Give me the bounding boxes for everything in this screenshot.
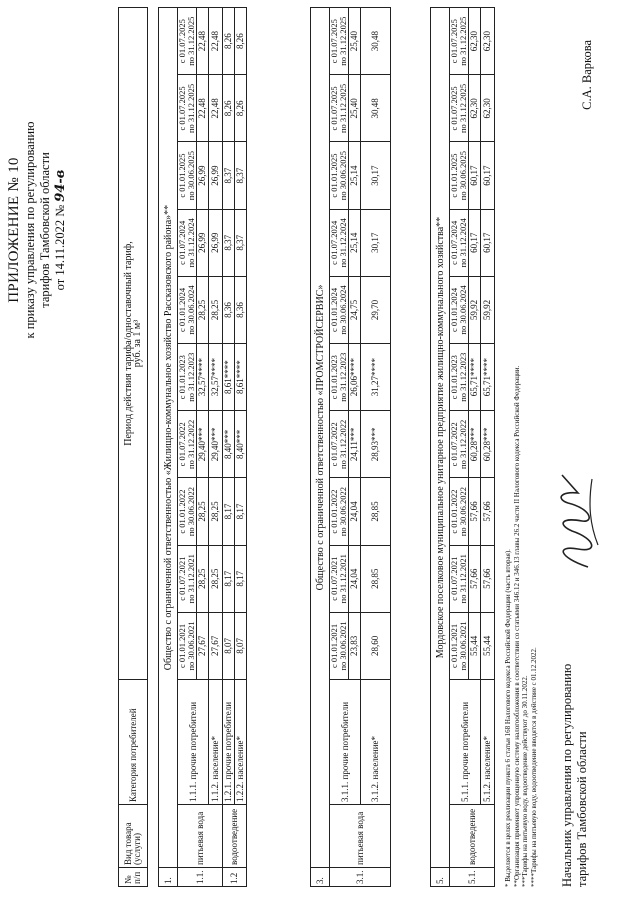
handwritten-number: 94-в bbox=[53, 169, 68, 202]
period-8: с 01.01.2025 по 30.06.2025 bbox=[178, 142, 197, 209]
tariff-value: 28,25 bbox=[209, 478, 223, 545]
tariff-value: 28,85 bbox=[361, 545, 391, 612]
tariff-value: 57,66 bbox=[481, 545, 495, 612]
tariff-value: 8,36 bbox=[223, 276, 235, 343]
tariff-value: 55,44 bbox=[469, 612, 481, 679]
tariff-value: 27,67 bbox=[197, 612, 209, 679]
tariff-value: 28,25 bbox=[209, 545, 223, 612]
tariff-value: 25,14 bbox=[349, 209, 361, 276]
tariff-value: 62,30 bbox=[481, 75, 495, 142]
tariff-value: 8,26 bbox=[223, 8, 235, 75]
tariff-value: 60,28*** bbox=[469, 411, 481, 478]
tariff-value: 8,37 bbox=[235, 209, 247, 276]
row-no: 3.1. bbox=[330, 868, 391, 887]
tariff-value: 8,26 bbox=[235, 8, 247, 75]
tariff-value: 28,25 bbox=[197, 276, 209, 343]
tariff-value: 26,99 bbox=[197, 209, 209, 276]
col-no: № п/п bbox=[119, 868, 148, 887]
period-2: с 01.07.2021 по 31.12.2021 bbox=[450, 545, 469, 612]
footnote-3: ***Тарифы на питьевую воду, водоотведение действуют до 30.11.2022. bbox=[521, 675, 529, 887]
section-no: 3. bbox=[311, 868, 330, 887]
period-9: с 01.07.2025 по 31.12.2025 bbox=[330, 75, 349, 142]
tariff-value: 60,28*** bbox=[481, 411, 495, 478]
section-5-table bbox=[430, 7, 495, 887]
row-category: 5.1.1. прочие потребители bbox=[450, 680, 481, 805]
tariff-value: 24,75 bbox=[349, 276, 361, 343]
period-8: с 01.01.2025 по 30.06.2025 bbox=[450, 142, 469, 209]
tariff-value: 62,30 bbox=[481, 8, 495, 75]
tariff-value: 65,71**** bbox=[481, 344, 495, 411]
row-category: 5.1.2. население* bbox=[481, 680, 495, 805]
row-goods: водоотведение bbox=[450, 805, 495, 868]
footnote-2: **Организация применяет упрощенную систему налогообложения в соответствии со статьями 346.12 и 346.13 главы 26.2 части II Налогового кодекса Российской Федерации. bbox=[512, 365, 521, 887]
tariff-value: 30,48 bbox=[361, 8, 391, 75]
tariff-value: 65,71**** bbox=[469, 344, 481, 411]
tariff-value: 27,67 bbox=[209, 612, 223, 679]
tariff-value: 8,26 bbox=[235, 75, 247, 142]
tariff-value: 60,17 bbox=[481, 209, 495, 276]
signatory-line-1: Начальник управления по регулированию bbox=[560, 663, 574, 887]
tariff-value: 22,48 bbox=[209, 8, 223, 75]
row-goods: питьевая вода bbox=[330, 805, 391, 868]
signatory-position bbox=[560, 664, 590, 887]
period-8: с 01.01.2025 по 30.06.2025 bbox=[330, 142, 349, 209]
tariff-value: 30,48 bbox=[361, 75, 391, 142]
col-category: Категория потребителей bbox=[119, 680, 148, 805]
section-org: Общество с ограниченной ответственностью «ПРОМСТРОЙСЕРВИС» bbox=[311, 8, 330, 868]
tariff-value: 8,37 bbox=[223, 209, 235, 276]
period-7: с 01.07.2024 по 31.12.2024 bbox=[450, 209, 469, 276]
period-3: с 01.01.2022 по 30.06.2022 bbox=[450, 478, 469, 545]
tariff-table-header bbox=[118, 7, 148, 887]
tariff-value: 59,92 bbox=[469, 276, 481, 343]
row-category: 1.1.2. население* bbox=[209, 680, 223, 805]
period-6: с 01.01.2024 по 30.06.2024 bbox=[450, 276, 469, 343]
period-9: с 01.07.2025 по 31.12.2025 bbox=[450, 75, 469, 142]
tariff-value: 24,04 bbox=[349, 478, 361, 545]
tariff-value: 26,99 bbox=[209, 209, 223, 276]
footnotes bbox=[504, 7, 538, 887]
tariff-value: 26,06**** bbox=[349, 344, 361, 411]
section-org: Общество с ограниченной ответственностью «Жилищно-коммунальное хозяйство Рассказовского района»** bbox=[159, 8, 178, 868]
period-7: с 01.07.2024 по 31.12.2024 bbox=[330, 209, 349, 276]
period-7: с 01.07.2024 по 31.12.2024 bbox=[178, 209, 197, 276]
period-5: с 01.01.2023 по 31.12.2023 bbox=[450, 344, 469, 411]
signatory-line-2: тарифов Тамбовской области bbox=[575, 731, 589, 887]
row-goods: питьевая вода bbox=[178, 805, 223, 868]
tariff-value: 23,83 bbox=[349, 612, 361, 679]
tariff-value: 29,70 bbox=[361, 276, 391, 343]
tariff-value: 24,11*** bbox=[349, 411, 361, 478]
tariff-value: 62,30 bbox=[469, 8, 481, 75]
tariff-value: 30,17 bbox=[361, 209, 391, 276]
footnote-1: * Выделяется в целях реализации пункта 6 статьи 168 Налогового кодекса Российской Федерации (часть вторая). bbox=[504, 549, 512, 887]
tariff-value: 8,61**** bbox=[223, 344, 235, 411]
tariff-value: 60,17 bbox=[469, 209, 481, 276]
section-org: Мордовское поселковое муниципальное унитарное предприятие жилищно-коммунального хозяйства** bbox=[431, 8, 450, 868]
tariff-value: 8,40*** bbox=[235, 411, 247, 478]
tariff-value: 8,07 bbox=[223, 612, 235, 679]
tariff-value: 25,40 bbox=[349, 8, 361, 75]
appendix-title: ПРИЛОЖЕНИЕ № 10 bbox=[6, 157, 22, 303]
section-no: 1. bbox=[159, 868, 178, 887]
period-5: с 01.01.2023 по 31.12.2023 bbox=[178, 344, 197, 411]
footnote-4: ****Тарифы на питьевую воду, водоотведение вводятся в действие с 01.12.2022. bbox=[529, 647, 538, 887]
tariff-value: 8,17 bbox=[223, 545, 235, 612]
period-5: с 01.01.2023 по 31.12.2023 bbox=[330, 344, 349, 411]
row-goods: водоотведение bbox=[223, 805, 247, 868]
tariff-value: 28,25 bbox=[197, 478, 209, 545]
appendix-header bbox=[6, 40, 68, 420]
row-category: 1.2.2. население* bbox=[235, 680, 247, 805]
tariff-value: 8,07 bbox=[235, 612, 247, 679]
period-4: с 01.07.2022 по 31.12.2022 bbox=[330, 411, 349, 478]
tariff-value: 60,17 bbox=[469, 142, 481, 209]
tariff-value: 24,04 bbox=[349, 545, 361, 612]
tariff-value: 22,48 bbox=[197, 8, 209, 75]
tariff-value: 55,44 bbox=[481, 612, 495, 679]
col-period: Период действия тарифа/одноставочный тариф, руб. за 1 м³ bbox=[119, 8, 148, 680]
tariff-value: 8,37 bbox=[223, 142, 235, 209]
tariff-value: 8,36 bbox=[235, 276, 247, 343]
tariff-value: 28,25 bbox=[209, 276, 223, 343]
tariff-value: 8,17 bbox=[235, 478, 247, 545]
tariff-value: 8,17 bbox=[235, 545, 247, 612]
tariff-value: 25,40 bbox=[349, 75, 361, 142]
tariff-value: 59,92 bbox=[481, 276, 495, 343]
period-1: с 01.01.2021 по 30.06.2021 bbox=[178, 612, 197, 679]
signatory-name: С.А. Варкова bbox=[580, 40, 594, 110]
tariff-value: 57,66 bbox=[469, 545, 481, 612]
tariff-value: 28,60 bbox=[361, 612, 391, 679]
period-6: с 01.01.2024 по 30.06.2024 bbox=[178, 276, 197, 343]
row-category: 3.1.1. прочие потребители bbox=[330, 680, 361, 805]
tariff-value: 29,40*** bbox=[209, 411, 223, 478]
period-10: с 01.07.2025 по 31.12.2025 bbox=[330, 8, 349, 75]
tariff-value: 22,48 bbox=[209, 75, 223, 142]
period-4: с 01.07.2022 по 31.12.2022 bbox=[450, 411, 469, 478]
period-2: с 01.07.2021 по 31.12.2021 bbox=[178, 545, 197, 612]
tariff-value: 8,61**** bbox=[235, 344, 247, 411]
row-no: 5.1. bbox=[450, 868, 495, 887]
section-3-table bbox=[310, 7, 391, 887]
row-category: 3.1.2. население* bbox=[361, 680, 391, 805]
row-category: 1.1.1. прочие потребители bbox=[178, 680, 209, 805]
tariff-value: 57,66 bbox=[481, 478, 495, 545]
tariff-value: 30,17 bbox=[361, 142, 391, 209]
period-9: с 01.07.2025 по 31.12.2025 bbox=[178, 75, 197, 142]
section-no: 5. bbox=[431, 868, 450, 887]
tariff-value: 29,40*** bbox=[197, 411, 209, 478]
tariff-value: 8,37 bbox=[235, 142, 247, 209]
period-3: с 01.01.2022 по 30.06.2022 bbox=[330, 478, 349, 545]
period-4: с 01.07.2022 по 31.12.2022 bbox=[178, 411, 197, 478]
appendix-line-1: к приказу управления по регулированию bbox=[23, 121, 37, 339]
tariff-value: 8,17 bbox=[223, 478, 235, 545]
col-goods: Вид товара (услуги) bbox=[119, 805, 148, 868]
tariff-value: 28,93*** bbox=[361, 411, 391, 478]
handwritten-signature-icon bbox=[548, 465, 608, 575]
tariff-value: 60,17 bbox=[481, 142, 495, 209]
period-2: с 01.07.2021 по 31.12.2021 bbox=[330, 545, 349, 612]
row-category: 1.2.1. прочие потребители bbox=[223, 680, 235, 805]
tariff-value: 32,57**** bbox=[209, 344, 223, 411]
tariff-value: 32,57**** bbox=[197, 344, 209, 411]
tariff-value: 22,48 bbox=[197, 75, 209, 142]
tariff-value: 62,30 bbox=[469, 75, 481, 142]
row-no: 1.1. bbox=[178, 868, 223, 887]
appendix-line-2: тарифов Тамбовской области bbox=[38, 152, 52, 308]
tariff-value: 25,14 bbox=[349, 142, 361, 209]
period-3: с 01.01.2022 по 30.06.2022 bbox=[178, 478, 197, 545]
tariff-value: 8,26 bbox=[223, 75, 235, 142]
tariff-value: 28,85 bbox=[361, 478, 391, 545]
tariff-value: 31,27**** bbox=[361, 344, 391, 411]
tariff-value: 26,99 bbox=[197, 142, 209, 209]
period-6: с 01.01.2024 по 30.06.2024 bbox=[330, 276, 349, 343]
period-10: с 01.07.2025 по 31.12.2025 bbox=[450, 8, 469, 75]
tariff-value: 26,99 bbox=[209, 142, 223, 209]
period-10: с 01.07.2025 по 31.12.2025 bbox=[178, 8, 197, 75]
period-1: с 01.01.2021 по 30.06.2021 bbox=[330, 612, 349, 679]
appendix-line-3: от 14.11.2022 № 94-в bbox=[53, 169, 68, 291]
tariff-value: 28,25 bbox=[197, 545, 209, 612]
row-no: 1.2 bbox=[223, 868, 247, 887]
period-1: с 01.01.2021 по 30.06.2021 bbox=[450, 612, 469, 679]
tariff-value: 8,40*** bbox=[223, 411, 235, 478]
tariff-value: 57,66 bbox=[469, 478, 481, 545]
section-1-table bbox=[158, 7, 247, 887]
